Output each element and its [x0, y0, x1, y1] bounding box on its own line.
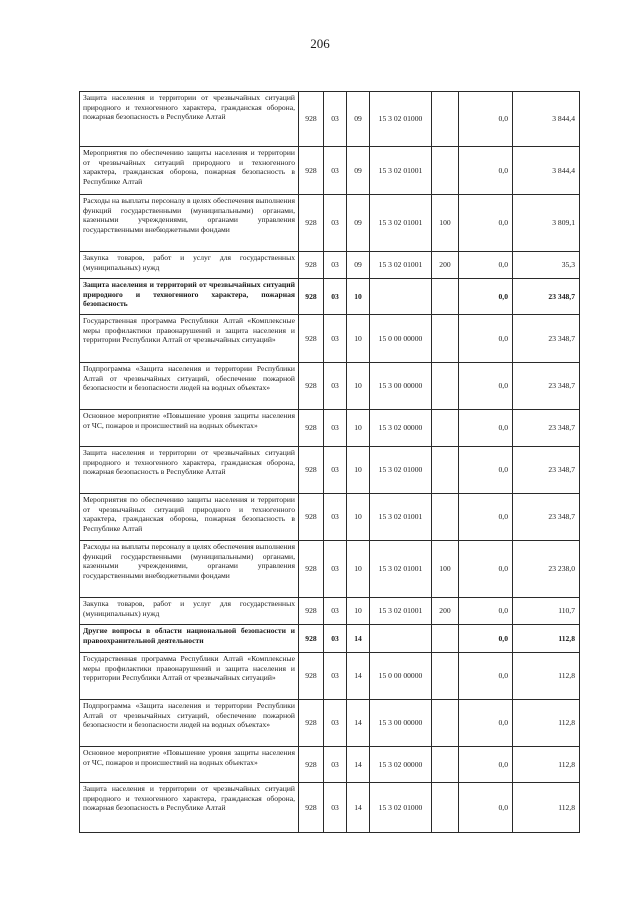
target-code: 15 3 02 00000 [370, 410, 432, 447]
expense-type-code: 100 [432, 541, 459, 598]
amount-1: 0,0 [459, 252, 513, 279]
subsection-code: 10 [347, 541, 370, 598]
table-row [80, 494, 580, 541]
amount-1: 0,0 [459, 653, 513, 700]
row-name: Основное мероприятие «Повышение уровня защиты населения от ЧС, пожаров и происшествий на водных объектах» [80, 747, 299, 783]
target-code: 15 3 02 01000 [370, 447, 432, 494]
subsection-code: 09 [347, 92, 370, 147]
target-code: 15 0 00 00000 [370, 653, 432, 700]
subsection-code: 10 [347, 363, 370, 410]
amount-1: 0,0 [459, 410, 513, 447]
row-name: Мероприятия по обеспечению защиты населения и территории от чрезвычайных ситуаций природного и техногенного характера, гражданская оборона, пожарная безопасность в Республике Алтай [80, 147, 299, 195]
subsection-code: 14 [347, 747, 370, 783]
expense-type-code [432, 315, 459, 363]
row-name: Закупка товаров, работ и услуг для государственных (муниципальных) нужд [80, 252, 299, 279]
amount-1: 0,0 [459, 195, 513, 252]
section-code: 03 [324, 279, 347, 315]
target-code: 15 3 02 01001 [370, 195, 432, 252]
row-name: Защита населения и территорий от чрезвычайных ситуаций природного и техногенного характера, пожарная безопасность [80, 279, 299, 315]
section-code: 03 [324, 747, 347, 783]
section-code: 03 [324, 363, 347, 410]
table-row-section-total [80, 279, 580, 315]
ministry-code: 928 [299, 195, 324, 252]
expense-type-code [432, 494, 459, 541]
amount-2: 112,8 [513, 747, 580, 783]
amount-1: 0,0 [459, 447, 513, 494]
section-code: 03 [324, 783, 347, 833]
subsection-code: 10 [347, 598, 370, 625]
section-code: 03 [324, 625, 347, 653]
row-name: Защита населения и территории от чрезвычайных ситуаций природного и техногенного характера, гражданская оборона, пожарная безопасность в Республике Алтай [80, 447, 299, 494]
ministry-code: 928 [299, 783, 324, 833]
amount-1: 0,0 [459, 783, 513, 833]
expense-type-code: 200 [432, 252, 459, 279]
row-name: Государственная программа Республики Алтай «Комплексные меры профилактики правонарушений и защита населения и территории Республики Алтай от чрезвычайных ситуаций» [80, 315, 299, 363]
subsection-code: 10 [347, 315, 370, 363]
row-name: Закупка товаров, работ и услуг для государственных (муниципальных) нужд [80, 598, 299, 625]
ministry-code: 928 [299, 147, 324, 195]
amount-2: 35,3 [513, 252, 580, 279]
amount-2: 23 348,7 [513, 363, 580, 410]
table-row [80, 747, 580, 783]
subsection-code: 14 [347, 653, 370, 700]
ministry-code: 928 [299, 598, 324, 625]
amount-1: 0,0 [459, 598, 513, 625]
ministry-code: 928 [299, 700, 324, 747]
subsection-code: 09 [347, 195, 370, 252]
ministry-code: 928 [299, 252, 324, 279]
subsection-code: 14 [347, 700, 370, 747]
target-code: 15 3 00 00000 [370, 700, 432, 747]
expense-type-code [432, 147, 459, 195]
amount-1: 0,0 [459, 700, 513, 747]
section-code: 03 [324, 494, 347, 541]
amount-1: 0,0 [459, 147, 513, 195]
ministry-code: 928 [299, 747, 324, 783]
table-row [80, 315, 580, 363]
subsection-code: 10 [347, 410, 370, 447]
target-code: 15 3 02 00000 [370, 747, 432, 783]
subsection-code: 14 [347, 625, 370, 653]
row-name: Государственная программа Республики Алтай «Комплексные меры профилактики правонарушений и защита населения и территории Республики Алтай от чрезвычайных ситуаций» [80, 653, 299, 700]
table-row [80, 783, 580, 833]
target-code: 15 3 02 01000 [370, 92, 432, 147]
target-code: 15 0 00 00000 [370, 315, 432, 363]
expense-type-code [432, 92, 459, 147]
table-row [80, 541, 580, 598]
amount-2: 23 348,7 [513, 494, 580, 541]
section-code: 03 [324, 92, 347, 147]
table-row [80, 410, 580, 447]
row-name: Защита населения и территории от чрезвычайных ситуаций природного и техногенного характера, гражданская оборона, пожарная безопасность в Республике Алтай [80, 783, 299, 833]
expense-type-code: 100 [432, 195, 459, 252]
amount-2: 112,8 [513, 783, 580, 833]
table-row [80, 92, 580, 147]
target-code: 15 3 02 01001 [370, 598, 432, 625]
expense-type-code [432, 625, 459, 653]
expense-type-code: 200 [432, 598, 459, 625]
table-row [80, 195, 580, 252]
amount-1: 0,0 [459, 625, 513, 653]
row-name: Расходы на выплаты персоналу в целях обеспечения выполнения функций государственными (муниципальными) органами, казенными учреждениями, органами управления государственными внебюджетными фондами [80, 195, 299, 252]
target-code: 15 3 00 00000 [370, 363, 432, 410]
amount-2: 23 348,7 [513, 279, 580, 315]
table-row [80, 447, 580, 494]
table-row [80, 252, 580, 279]
section-code: 03 [324, 653, 347, 700]
section-code: 03 [324, 147, 347, 195]
target-code: 15 3 02 01001 [370, 147, 432, 195]
ministry-code: 928 [299, 315, 324, 363]
expense-type-code [432, 653, 459, 700]
amount-2: 3 809,1 [513, 195, 580, 252]
row-name: Расходы на выплаты персоналу в целях обеспечения выполнения функций государственными (муниципальными) органами, казенными учреждениями, органами управления государственными внебюджетными фондами [80, 541, 299, 598]
amount-1: 0,0 [459, 747, 513, 783]
ministry-code: 928 [299, 494, 324, 541]
row-name: Подпрограмма «Защита населения и территории Республики Алтай от чрезвычайных ситуаций, обеспечение пожарной безопасности и безопасности людей на водных объектах» [80, 700, 299, 747]
amount-2: 112,8 [513, 625, 580, 653]
ministry-code: 928 [299, 363, 324, 410]
expense-type-code [432, 783, 459, 833]
expense-type-code [432, 279, 459, 315]
ministry-code: 928 [299, 279, 324, 315]
amount-1: 0,0 [459, 279, 513, 315]
expense-type-code [432, 447, 459, 494]
ministry-code: 928 [299, 92, 324, 147]
target-code: 15 3 02 01001 [370, 541, 432, 598]
ministry-code: 928 [299, 625, 324, 653]
ministry-code: 928 [299, 447, 324, 494]
row-name: Защита населения и территории от чрезвычайных ситуаций природного и техногенного характера, гражданская оборона, пожарная безопасность в Республике Алтай [80, 92, 299, 147]
section-code: 03 [324, 315, 347, 363]
table-row [80, 363, 580, 410]
subsection-code: 09 [347, 252, 370, 279]
ministry-code: 928 [299, 410, 324, 447]
section-code: 03 [324, 252, 347, 279]
subsection-code: 10 [347, 279, 370, 315]
amount-2: 23 348,7 [513, 410, 580, 447]
ministry-code: 928 [299, 541, 324, 598]
row-name: Основное мероприятие «Повышение уровня защиты населения от ЧС, пожаров и происшествий на водных объектах» [80, 410, 299, 447]
row-name: Другие вопросы в области национальной безопасности и правоохранительной деятельности [80, 625, 299, 653]
table-row-section-total [80, 625, 580, 653]
target-code [370, 625, 432, 653]
amount-2: 23 348,7 [513, 447, 580, 494]
section-code: 03 [324, 195, 347, 252]
amount-2: 3 844,4 [513, 147, 580, 195]
section-code: 03 [324, 541, 347, 598]
amount-1: 0,0 [459, 494, 513, 541]
amount-2: 112,8 [513, 653, 580, 700]
amount-2: 3 844,4 [513, 92, 580, 147]
table-row [80, 147, 580, 195]
table-row [80, 598, 580, 625]
section-code: 03 [324, 700, 347, 747]
amount-2: 110,7 [513, 598, 580, 625]
subsection-code: 10 [347, 494, 370, 541]
ministry-code: 928 [299, 653, 324, 700]
target-code: 15 3 02 01000 [370, 783, 432, 833]
amount-1: 0,0 [459, 315, 513, 363]
subsection-code: 14 [347, 783, 370, 833]
target-code: 15 3 02 01001 [370, 494, 432, 541]
page-number: 206 [310, 36, 330, 51]
expense-type-code [432, 747, 459, 783]
section-code: 03 [324, 598, 347, 625]
target-code: 15 3 02 01001 [370, 252, 432, 279]
amount-2: 112,8 [513, 700, 580, 747]
amount-2: 23 348,7 [513, 315, 580, 363]
amount-1: 0,0 [459, 541, 513, 598]
amount-2: 23 238,0 [513, 541, 580, 598]
budget-table [79, 91, 580, 833]
section-code: 03 [324, 447, 347, 494]
expense-type-code [432, 700, 459, 747]
expense-type-code [432, 410, 459, 447]
expense-type-code [432, 363, 459, 410]
target-code [370, 279, 432, 315]
table-row [80, 700, 580, 747]
subsection-code: 10 [347, 447, 370, 494]
budget-table-body [80, 92, 580, 833]
row-name: Мероприятия по обеспечению защиты населения и территории от чрезвычайных ситуаций природного и техногенного характера, гражданская оборона, пожарная безопасность в Республике Алтай [80, 494, 299, 541]
section-code: 03 [324, 410, 347, 447]
amount-1: 0,0 [459, 92, 513, 147]
row-name: Подпрограмма «Защита населения и территории Республики Алтай от чрезвычайных ситуаций, обеспечение пожарной безопасности и безопасности людей на водных объектах» [80, 363, 299, 410]
subsection-code: 09 [347, 147, 370, 195]
amount-1: 0,0 [459, 363, 513, 410]
table-row [80, 653, 580, 700]
